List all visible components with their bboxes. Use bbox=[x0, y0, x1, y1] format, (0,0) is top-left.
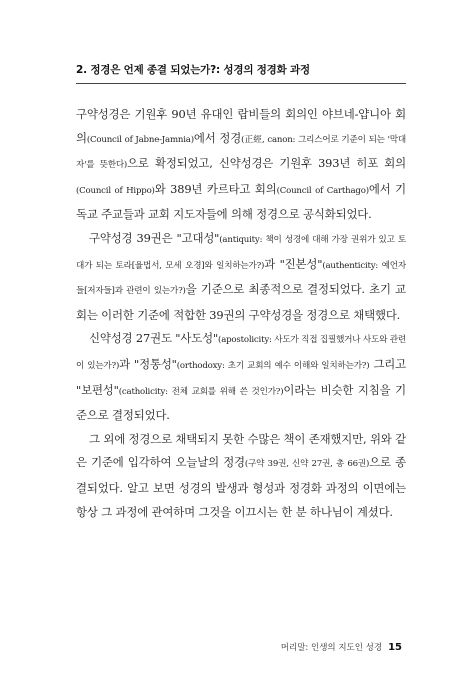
paragraph-text: 과 "정통성" bbox=[119, 356, 177, 371]
paragraph-text: 신약성경 27권도 "사도성" bbox=[89, 331, 219, 346]
paragraph-1 bbox=[76, 103, 406, 227]
paragraph-text: 에서 정경 bbox=[193, 130, 242, 145]
running-title: 머리말: 인생의 지도인 성경 bbox=[280, 643, 383, 653]
parenthetical-note: (Council of Carthago) bbox=[276, 185, 369, 196]
paragraph-text: 이라는 비슷한 지침을 기준으로 결정되었다. bbox=[76, 382, 406, 423]
paragraph-text: 을 기준으로 최종적으로 결정되었다. 초기 교회는 이러한 기준에 적합한 39권의 구약성경을 정경으로 채택했다. bbox=[76, 282, 407, 322]
body-text bbox=[76, 103, 406, 524]
paragraph-text: 구약성경은 기원후 90년 유대인 랍비들의 회의인 야브네-얍니아 회의 bbox=[76, 107, 406, 145]
parenthetical-note: (authenticity: 예언자들[저자들]과 관련이 있는가?) bbox=[76, 260, 406, 297]
parenthetical-note: (구약 39권, 신약 27권, 총 66권) bbox=[244, 459, 370, 470]
paragraph-text: 에서 기독교 주교들과 교회 지도자들에 의해 정경으로 공식화되었다. bbox=[76, 181, 407, 222]
parenthetical-note: (antiquity: 책이 성경에 대해 가장 권위가 있고 토대가 되는 토라[율법서, 모세 오경]와 일치하는가?) bbox=[76, 234, 407, 271]
paragraph-text: 으로 확정되었고, 신약성경은 기원후 393년 히포 회의 bbox=[127, 156, 407, 171]
paragraph-text: 구약성경 39권은 "고대성" bbox=[89, 230, 220, 245]
page-footer bbox=[281, 641, 402, 653]
parenthetical-note: (Council of Hippo) bbox=[76, 185, 155, 196]
parenthetical-note: (orthodoxy: 초기 교회의 예수 이해와 일치하는가?) bbox=[176, 360, 370, 371]
page-number: 15 bbox=[388, 642, 402, 653]
parenthetical-note: (Council of Jabne-Jamnia) bbox=[86, 134, 194, 145]
paragraph-text: 과 "진본성" bbox=[264, 256, 323, 271]
parenthetical-note: (catholicity: 전체 교회를 위해 쓴 것인가?) bbox=[118, 386, 284, 397]
parenthetical-note: (正經, canon: 그리스어로 기준이 되는 '막대 자'를 뜻한다) bbox=[76, 134, 406, 171]
paragraph-text: 그리고 "보편성" bbox=[76, 356, 407, 397]
paragraph-4 bbox=[76, 428, 406, 524]
paragraph-text: 으로 종결되었다. 알고 보면 성경의 발생과 형성과 정경화 과정의 이면에는 항상 그 과정에 관여하며 그것을 이끄시는 한 분 하나님이 계셨다. bbox=[76, 455, 407, 519]
parenthetical-note: (apostolicity: 사도가 직접 집필했거나 사도와 관련이 있는가?) bbox=[76, 335, 406, 371]
paragraph-2 bbox=[76, 227, 406, 327]
paragraph-text: 그 외에 정경으로 채택되지 못한 수많은 책이 존재했지만, 위와 같은 기준에 입각하여 오늘날의 정경 bbox=[76, 431, 406, 470]
paragraph-3 bbox=[76, 327, 406, 427]
section-heading: 2. 정경은 언제 종결 되었는가?: 성경의 정경화 과정 bbox=[76, 62, 406, 84]
paragraph-text: 와 389년 카르타고 회의 bbox=[154, 181, 277, 196]
